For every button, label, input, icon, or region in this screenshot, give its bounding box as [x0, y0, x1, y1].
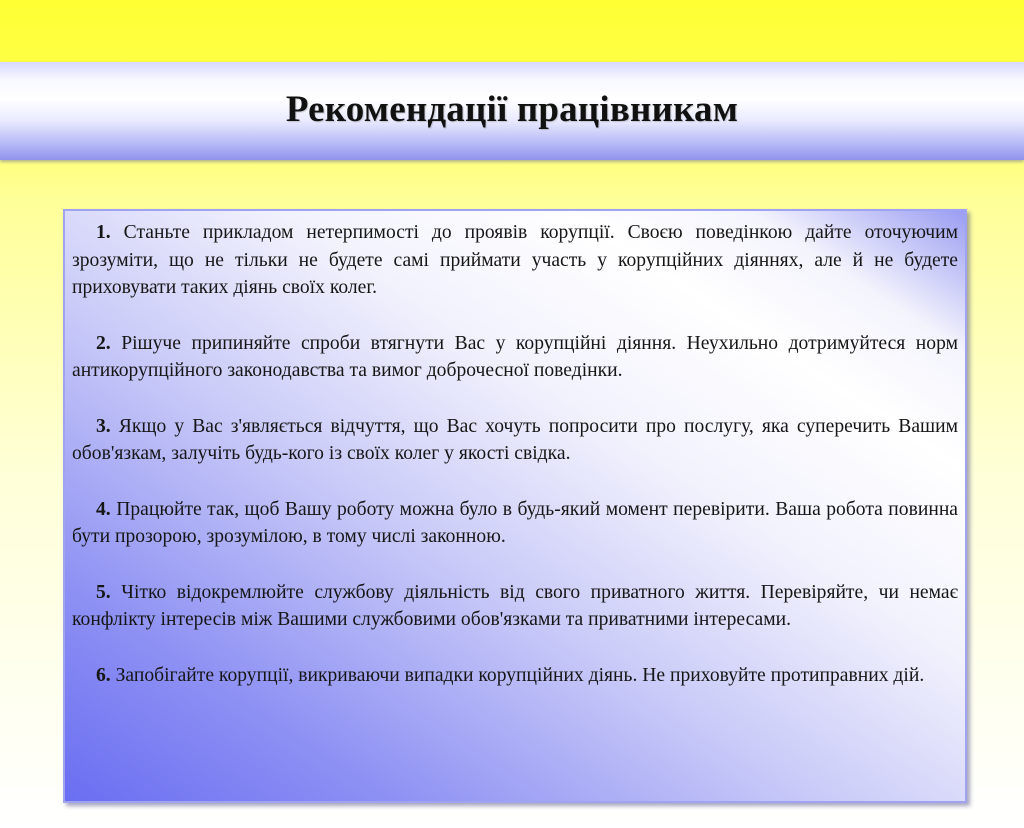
recommendation-number: 3. — [96, 415, 111, 437]
recommendation-text: Рішуче припиняйте спроби втягнути Вас у корупційні діяння. Неухильно дотримуйтеся норм антикорупційного законодавства та вимог доброчесної поведінки. — [72, 332, 958, 381]
recommendation-number: 1. — [96, 222, 111, 243]
recommendations-panel — [63, 209, 967, 803]
recommendation-text: Якщо у Вас з'являється відчуття, що Вас хочуть попросити про послугу, яка суперечить Вашим обов'язкам, залучіть будь-кого із своїх колег у якості свідка. — [72, 415, 958, 464]
recommendation-item-4 — [72, 496, 958, 551]
recommendation-text: Запобігайте корупції, викриваючи випадки корупційних діянь. Не приховуйте протиправних дій. — [115, 664, 925, 686]
recommendation-text: Станьте прикладом нетерпимості до проявів корупції. Своєю поведінкою дайте оточуючим зрозуміти, що не тільки не будете самі приймати участь у корупційних діяннях, але й не будете приховувати таких діянь своїх колег. — [72, 222, 958, 298]
recommendation-number: 5. — [96, 581, 111, 603]
recommendation-number: 4. — [96, 498, 111, 520]
title-banner — [0, 62, 1024, 160]
recommendation-item-2 — [72, 330, 958, 385]
top-yellow-band — [0, 0, 1024, 62]
recommendation-text: Працюйте так, щоб Вашу роботу можна було в будь-який момент перевірити. Ваша робота повинна бути прозорою, зрозумілою, в тому числі законною. — [72, 498, 958, 547]
page-title: Рекомендації працівникам — [285, 89, 739, 130]
recommendation-text: Чітко відокремлюйте службову діяльність від свого приватного життя. Перевіряйте, чи немає конфлікту інтересів між Вашими службовими обов'язками та приватними інтересами. — [72, 581, 958, 630]
recommendation-number: 2. — [96, 332, 111, 354]
recommendation-item-5 — [72, 579, 958, 634]
recommendation-number: 6. — [96, 664, 111, 686]
recommendation-item-1 — [72, 219, 958, 302]
recommendation-item-6 — [72, 662, 958, 690]
recommendation-item-3 — [72, 413, 958, 468]
